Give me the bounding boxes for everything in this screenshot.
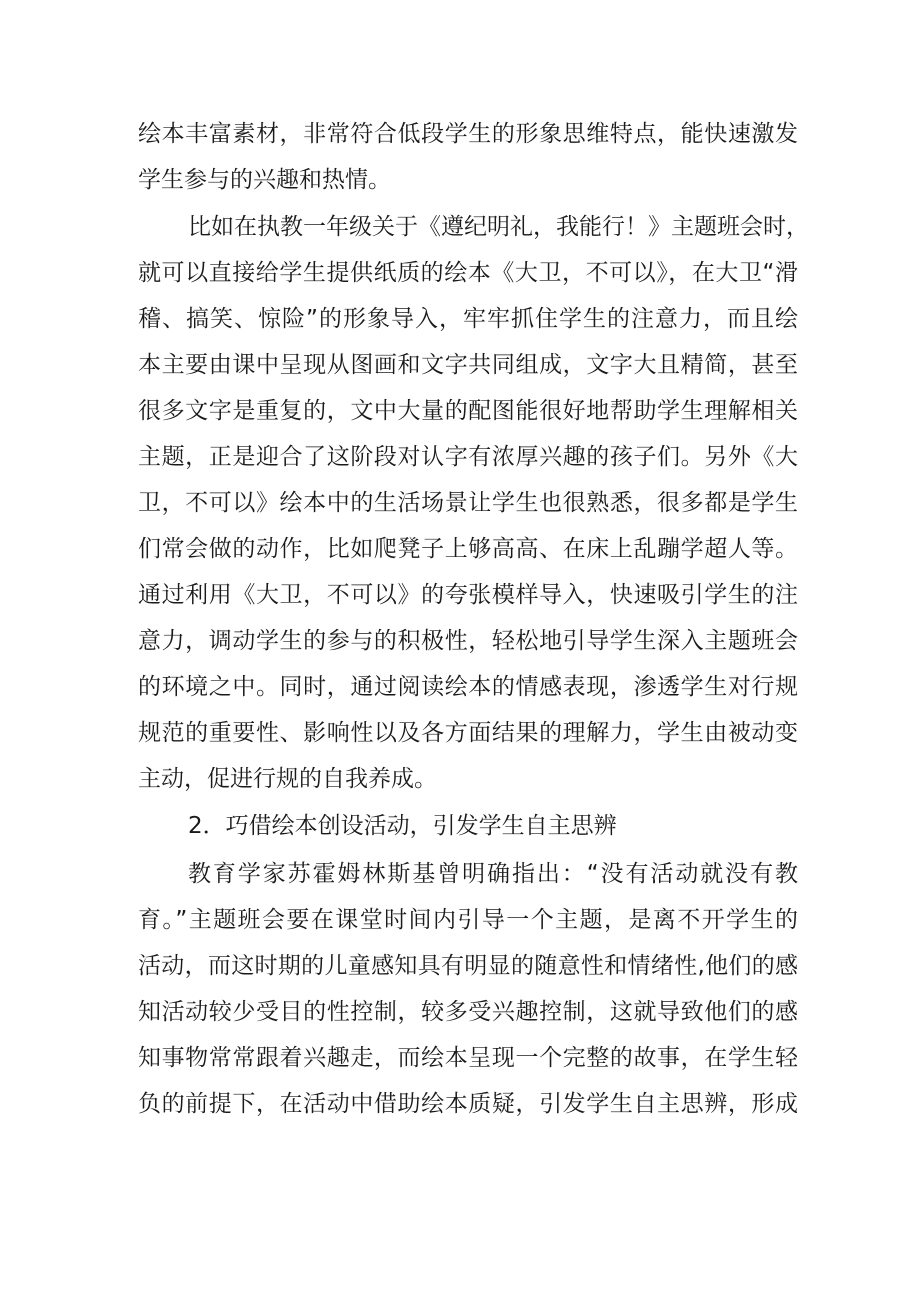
body-text-line: 活动，而这时期的儿童感知具有明显的随意性和情绪性,他们的感 [138,953,798,979]
body-text-line: 知事物常常跟着兴趣走，而绘本呈现一个完整的故事，在学生轻 [138,1045,798,1071]
body-text-line: 稽、搞笑、惊险”的形象导入，牢牢抓住学生的注意力，而且绘 [138,306,798,332]
body-text-line: 知活动较少受目的性控制，较多受兴趣控制，这就导致他们的感 [138,999,798,1025]
section-heading: 2．巧借绘本创设活动，引发学生自主思辨 [188,813,617,839]
body-text-line: 就可以直接给学生提供纸质的绘本《大卫，不可以》，在大卫“滑 [138,260,798,286]
body-text-line: 主题，正是迎合了这阶段对认字有浓厚兴趣的孩子们。另外《大 [138,444,798,470]
body-text-line: 们常会做的动作，比如爬凳子上够高高、在床上乱蹦学超人等。 [138,536,798,562]
body-text-line: 育。”主题班会要在课堂时间内引导一个主题，是离不开学生的 [138,907,798,933]
body-text-line: 本主要由课中呈现从图画和文字共同组成，文字大且精简，甚至 [138,352,798,378]
body-text-line: 主动，促进行规的自我养成。 [138,766,437,792]
body-text-line: 通过利用《大卫，不可以》的夸张模样导入，快速吸引学生的注 [138,582,798,608]
body-text-line: 负的前提下，在活动中借助绘本质疑，引发学生自主思辨，形成 [138,1091,798,1117]
body-text-line: 意力，调动学生的参与的积极性，轻松地引导学生深入主题班会 [138,628,798,654]
paragraph-first-line: 教育学家苏霍姆林斯基曾明确指出：“没有活动就没有教 [188,861,798,887]
body-text-line: 卫，不可以》绘本中的生活场景让学生也很熟悉，很多都是学生 [138,490,798,516]
body-text-line: 学生参与的兴趣和热情。 [138,167,391,193]
body-text-line: 很多文字是重复的，文中大量的配图能很好地帮助学生理解相关 [138,398,798,424]
body-text-line: 规范的重要性、影响性以及各方面结果的理解力，学生由被动变 [138,720,798,746]
paragraph-first-line: 比如在执教一年级关于《遵纪明礼，我能行！》主题班会时， [188,214,809,240]
body-text-line: 绘本丰富素材，非常符合低段学生的形象思维特点，能快速激发 [138,121,798,147]
body-text-line: 的环境之中。同时，通过阅读绘本的情感表现，渗透学生对行规 [138,674,798,700]
